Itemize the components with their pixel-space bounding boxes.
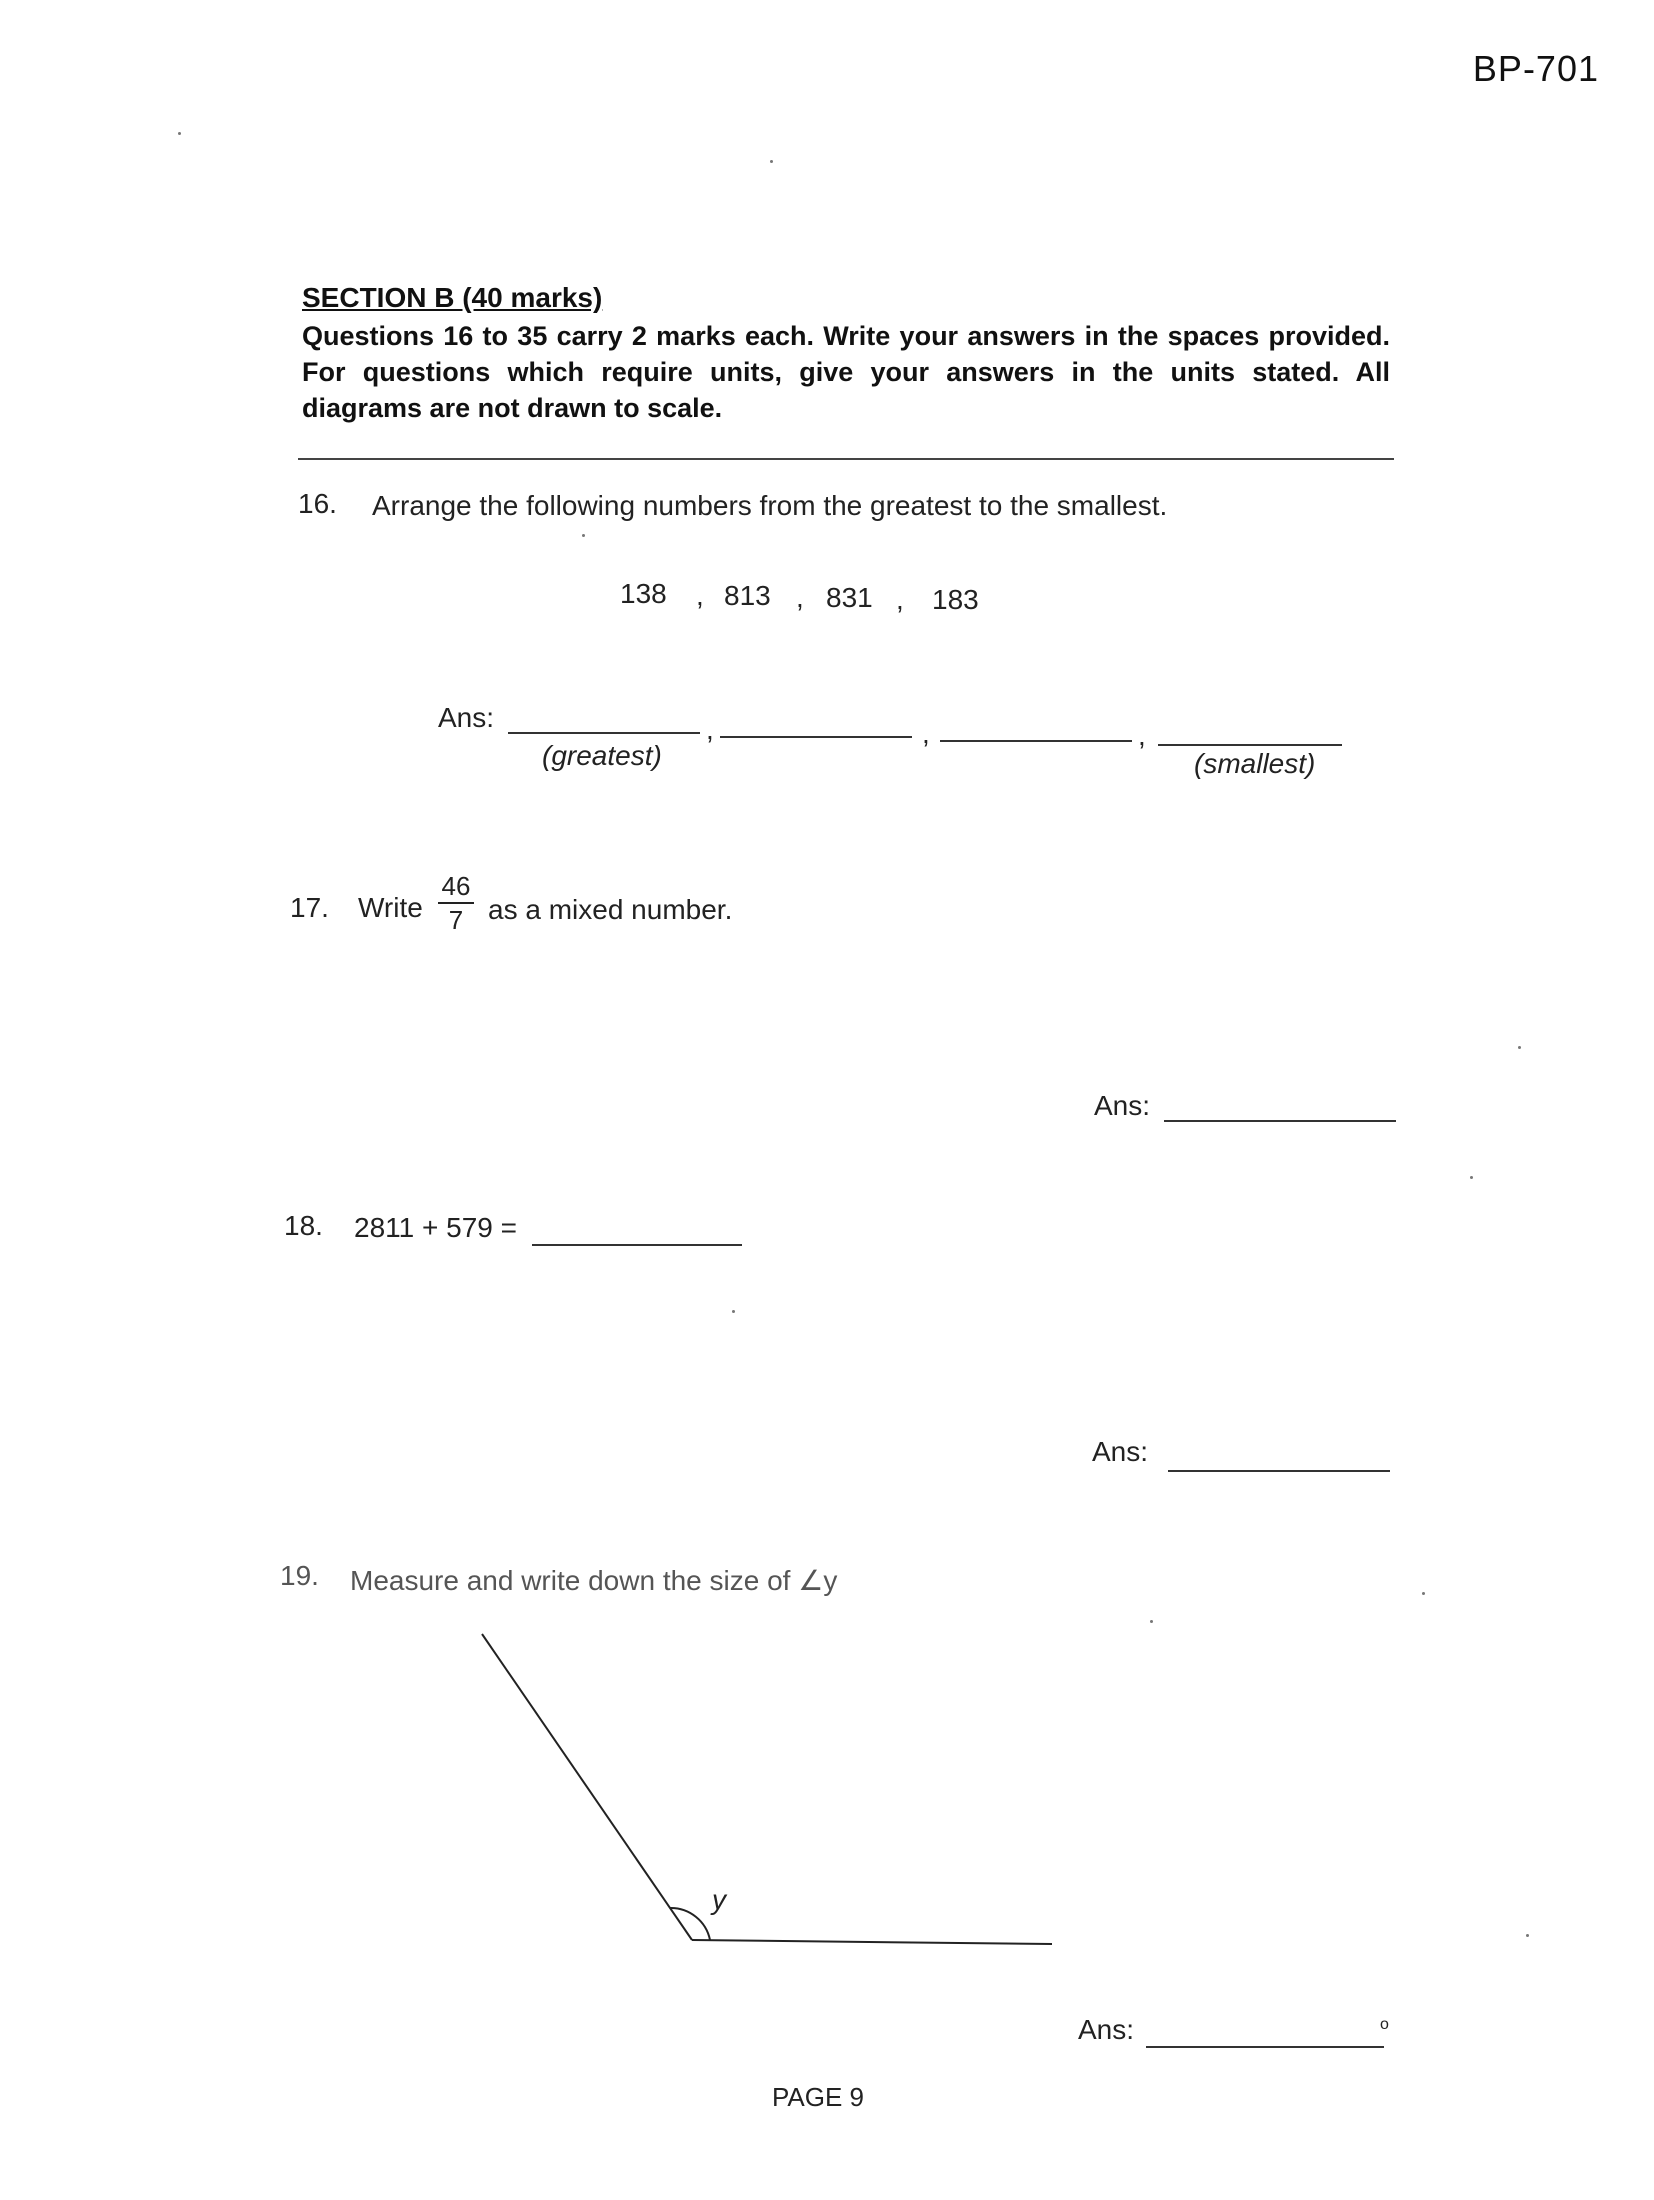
q19-angle-arm-upper — [482, 1634, 692, 1940]
q16-number-2: 813 — [724, 580, 771, 611]
q16-sep-1: , — [706, 714, 714, 745]
q17-numerator: 46 — [441, 871, 471, 901]
q16-comma-2: , — [796, 582, 804, 613]
section-title: SECTION B (40 marks) — [302, 282, 603, 313]
q19-answer-blank[interactable] — [1146, 2046, 1384, 2048]
q16-number-4: 183 — [932, 584, 979, 615]
q18-number: 18. — [284, 1210, 323, 1241]
q16-sep-2: , — [922, 718, 930, 749]
q16-comma-3: , — [896, 584, 904, 615]
q17-ans-label: Ans: — [1094, 1090, 1151, 1121]
scan-speck — [732, 1310, 735, 1313]
q18-ans-label: Ans: — [1092, 1436, 1149, 1467]
q19-text: Measure and write down the size of ∠y — [350, 1565, 838, 1596]
q17-number: 17. — [290, 892, 329, 923]
q19-angle-arm-lower — [692, 1940, 1052, 1944]
q19-ans-label: Ans: — [1078, 2014, 1135, 2045]
scan-speck — [1526, 1934, 1529, 1937]
q16-number: 16. — [298, 488, 337, 519]
q17-denominator: 7 — [448, 905, 464, 935]
scan-speck — [178, 132, 181, 135]
scan-speck — [582, 534, 585, 537]
q18-expression: 2811 + 579 = — [354, 1212, 517, 1243]
scan-speck — [1518, 1046, 1521, 1049]
q17-text-after: as a mixed number. — [488, 894, 733, 925]
q17-text-before: Write — [358, 892, 423, 923]
q16-text: Arrange the following numbers from the greatest to the smallest. — [372, 490, 1168, 521]
document-code: BP-701 — [1472, 48, 1599, 89]
scan-speck — [1470, 1176, 1473, 1179]
q19-number: 19. — [280, 1560, 319, 1591]
scan-speck — [1150, 1620, 1153, 1623]
q16-number-3: 831 — [826, 582, 873, 613]
section-instructions: Questions 16 to 35 carry 2 marks each. Write your answers in the spaces provided. For questions which require units, give your answers in the units stated. All diagrams are not drawn to scale. — [302, 321, 1390, 423]
q19-angle-arc — [670, 1908, 710, 1940]
scan-speck — [1422, 1592, 1425, 1595]
q16-ans-label: Ans: — [438, 702, 495, 733]
q19-angle-label: y — [712, 1884, 726, 1915]
q16-greatest-label: (greatest) — [542, 740, 662, 771]
scan-speck — [770, 160, 773, 163]
q19-degree-unit: o — [1380, 2016, 1389, 2033]
q16-comma-1: , — [696, 580, 704, 611]
q16-sep-3: , — [1138, 720, 1146, 751]
q16-smallest-label: (smallest) — [1194, 748, 1316, 779]
page-number: PAGE 9 — [772, 2082, 865, 2112]
q16-number-1: 138 — [620, 578, 667, 609]
